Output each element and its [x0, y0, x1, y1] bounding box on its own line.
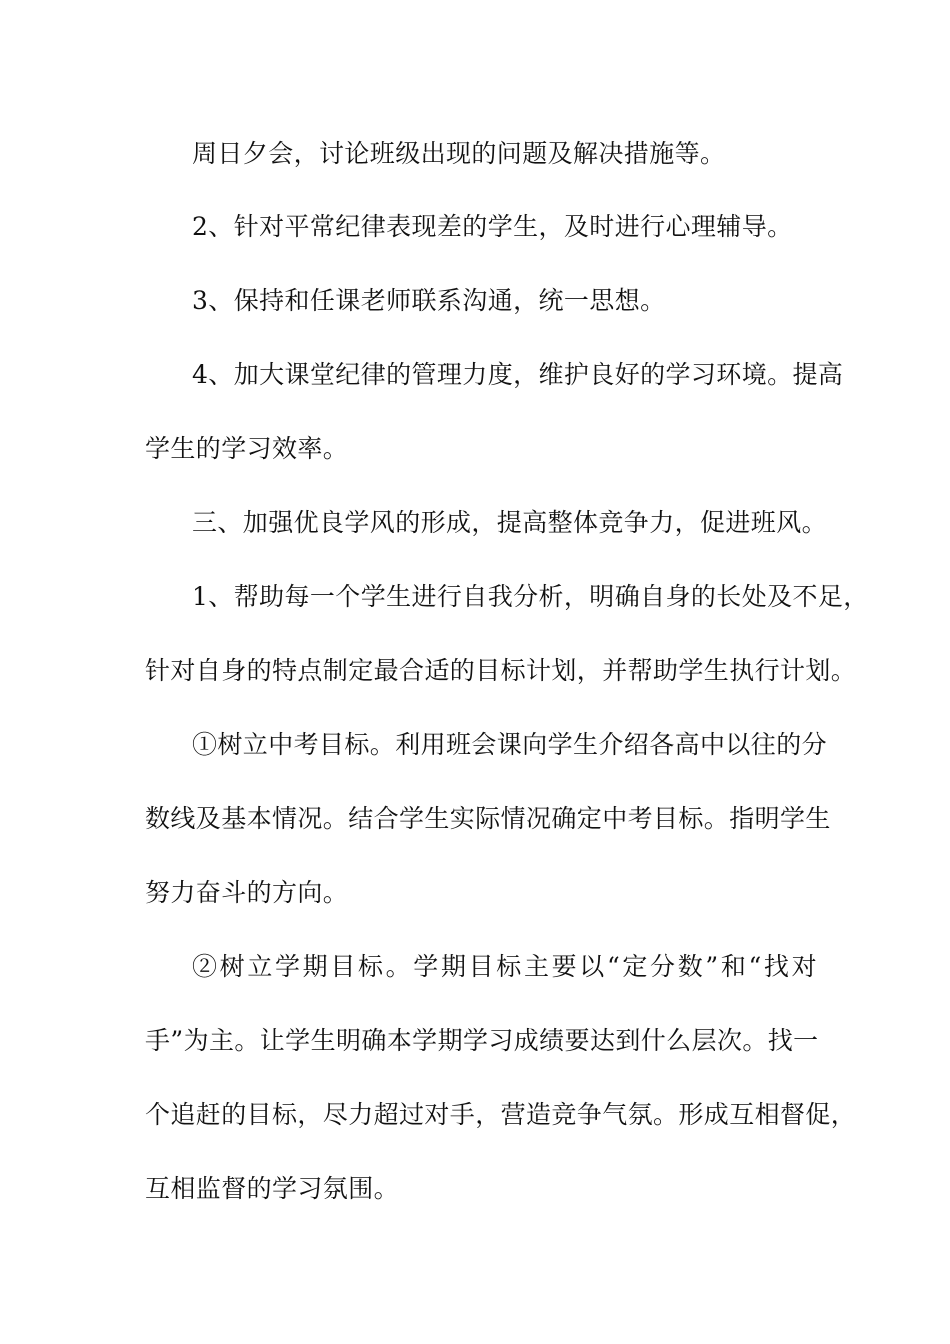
paragraph-line-4: 4、加大课堂纪律的管理力度，维护良好的学习环境。提高 — [192, 360, 844, 389]
paragraph-line-13: 手”为主。让学生明确本学期学习成绩要达到什么层次。找一 — [145, 1026, 819, 1055]
paragraph-line-8: 针对自身的特点制定最合适的目标计划，并帮助学生执行计划。 — [145, 656, 857, 685]
paragraph-line-10: 数线及基本情况。结合学生实际情况确定中考目标。指明学生 — [145, 804, 831, 833]
section-heading: 三、加强优良学风的形成，提高整体竞争力，促进班风。 — [192, 508, 828, 537]
paragraph-line-1: 周日夕会，讨论班级出现的问题及解决措施等。 — [192, 139, 726, 168]
paragraph-line-2: 2、针对平常纪律表现差的学生，及时进行心理辅导。 — [192, 212, 793, 241]
paragraph-line-12: ②树立学期目标。学期目标主要以“定分数”和“找对 — [192, 952, 817, 981]
paragraph-line-14: 个追赶的目标，尽力超过对手，营造竞争气氛。形成互相督促， — [145, 1100, 857, 1129]
paragraph-line-9: ①树立中考目标。利用班会课向学生介绍各高中以往的分 — [192, 730, 828, 759]
paragraph-line-7: 1、帮助每一个学生进行自我分析，明确自身的长处及不足， — [192, 582, 869, 611]
paragraph-line-11: 努力奋斗的方向。 — [145, 878, 349, 907]
paragraph-line-5: 学生的学习效率。 — [145, 434, 349, 463]
paragraph-line-3: 3、保持和任课老师联系沟通，统一思想。 — [192, 286, 666, 315]
paragraph-line-15: 互相监督的学习氛围。 — [145, 1174, 400, 1203]
